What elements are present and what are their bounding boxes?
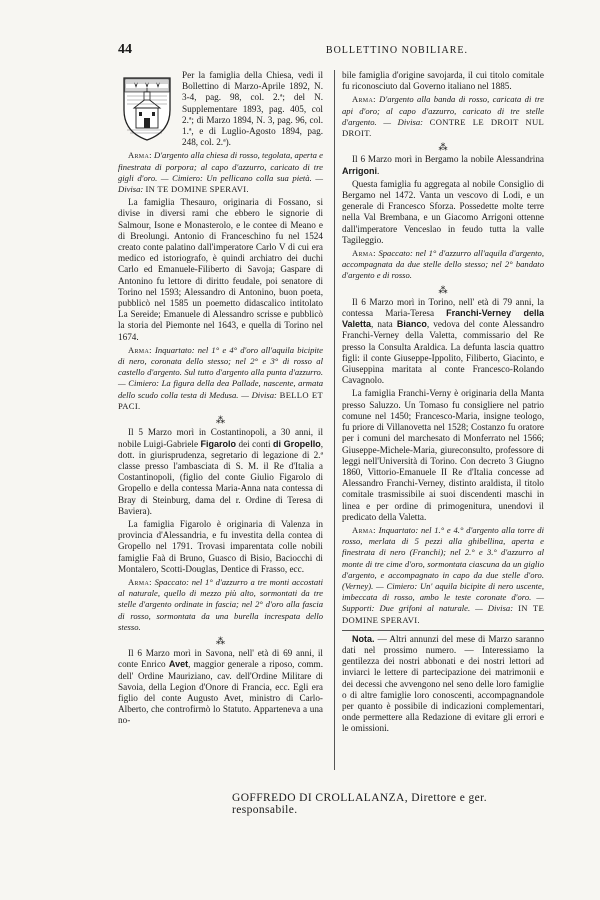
asterism-icon: ⁂ bbox=[216, 635, 225, 646]
column-divider bbox=[334, 70, 335, 770]
obituary-figarolo: Il 5 Marzo morì in Costantinopoli, a 30 anni, il nobile Luigi-Gabriele Figarolo dei conti di Gropello, dott. in giurisprudenza, segretario di legazione di 2.ª classe presso l'ambasciata di S. M. il Re d'Italia a Costantinopoli, (figlio del conte Giulio Figarolo di Gropello e della contessa Maria-Anna nata contessa di Bray di Steinburg, dama del r. Ordine di Teresa di Baviera). bbox=[118, 427, 323, 516]
arms-thesauro: Arma: Inquartato: nel 1° e 4° d'oro all'aquila bicipite di nero, coronata dello stesso; nel 2° e 3° di rosso al castello d'argento. Sul tutto d'argento alla punta d'azzurro. — Cimiero: La figura della dea Pallade, nascente, armata dello scudo colla testa di Medusa. — Divisa: BELLO ET PACI. bbox=[118, 344, 324, 411]
right-column bbox=[342, 70, 544, 737]
arms-figarolo: Arma: Spaccato: nel 1° d'azzurro a tre monti accostati al naturale, quello di mezzo più alto, sormontati da tre stelle d'argento ordinate in fascia; nel 2° d'oro alla fascia di rosso, sormontata da una burella increspata dello stesso. bbox=[118, 576, 324, 632]
paragraph-thesauro: La famiglia Thesauro, originaria di Fossano, si divise in diversi rami che ebbero le signorie di Salmour, Isone e Monasterolo, e le contee di Meano e di Breolungi. Antonio di Franceschino fu nel 1524 creato conte palatino dall'imperatore Carlo V di cui era medico ed istoriografo, è quindi archiatro dei duchi Carlo ed Emanuele-Filiberto di Savoja; Gaspare di Antonino fu lettore di diritto feudale, poi senatore di Torino nel 1593; Alessandro di Antonino, buon poeta, pubblicò nel 1585 un poemetto didascalico intitolato La Sereide; Emanuele di Alessandro scrisse e pubblicò la storia del Piemonte nel 1643, e quella di Torino nel 1674. bbox=[118, 197, 323, 342]
arms-franchi-verney: Arma: Inquartato: nel 1.° e 4.° d'argento alla torre di rosso, merlata di 5 pezzi alla ghibellina, aperta e finestrata di nero (Franchi); nel 2.° e 3.° d'azzurro al monte di tre cime d'oro, sormontata ciascuna da un giglio d'argento, e accompagnato in capo da due stelle d'oro. (Verney). — Cimiero: Un' aquila bicipite di nero uscente, imbeccata di rosso, ambo le teste coronate d'oro. — Supporti: Due grifoni al naturale. — Divisa: IN TE DOMINE SPERAVI. bbox=[342, 524, 544, 625]
paragraph-arrigoni-family: Questa famiglia fu aggregata al nobile Consiglio di Bergamo nel 1472. Vanta un vescovo di Lodi, e un generale di Francesco Sforza. Possedette molte terre nella Val Brembana, e un Giacomo Arrigoni ottenne dall'imperatore Venceslao in feudo tutta la valle Tagileggio. bbox=[342, 178, 544, 245]
editor-note bbox=[342, 630, 544, 735]
obituary-franchi-verney: Il 6 Marzo morì in Torino, nell' età di 79 anni, la contessa Maria-Teresa Franchi-Verney della Valetta, nata Bianco, vedova del conte Alessandro Franchi-Verney della Valetta, commissario del Re presso la Consulta Araldica. La defunta lascia quattro figli: il conte Giuseppe-Ippolito, Filiberto, Giacinto, e Giuseppina maritata al conte Francesco-Rolando Cavagnolo. bbox=[342, 296, 544, 386]
obituary-avet-continued: bile famiglia d'origine savojarda, il cui titolo comitale fu riconosciuto dal Governo italiano nel 1885. bbox=[342, 70, 544, 92]
note-label: Nota. bbox=[352, 633, 375, 644]
running-title: BOLLETTINO NOBILIARE. bbox=[325, 45, 468, 56]
asterism-icon: ⁂ bbox=[438, 284, 448, 295]
publisher-signature: GOFFREDO DI CROLLALANZA, Direttore e ger. responsabile. bbox=[232, 792, 487, 816]
arms-arrigoni: Arma: Spaccato: nel 1° d'azzurro all'aquila d'argento, accompagnata da due stelle dello stesso; nel 2° bandato d'argento e di rosso. bbox=[342, 248, 544, 281]
church-crest-icon bbox=[118, 70, 176, 144]
left-column bbox=[118, 70, 323, 729]
arms-avet: Arma: D'argento alla banda di rosso, caricata di tre api d'oro; al capo d'azzurro, caricato di tre stelle d'argento. — Divisa: CONTRE LE DROIT NUL DROIT. bbox=[342, 94, 544, 139]
obituary-avet: Il 6 Marzo morì in Savona, nell' età di 69 anni, il conte Enrico Avet, maggior generale a riposo, comm. dell' Ordine Mauriziano, cav. dell'Ordine Militare di Savoia, della Legion d'Onore di Francia, ecc. Egli era figlio del conte Augusto Avet, ministro di Carlo-Alberto, che controfirmò lo Statuto. Apparteneva a una no- bbox=[118, 648, 323, 726]
crest-block bbox=[118, 70, 323, 150]
paragraph-figarolo-family: La famiglia Figarolo è originaria di Valenza in provincia d'Alessandria, e fu investita della contea di Gropello nel 1791. Trovasi imparentata colle nobili famiglie Faà di Bruno, Guasco di Bisio, Baciocchi di Montalero, Scotti-Douglas, Dentice di Frasso, ecc. bbox=[118, 518, 323, 574]
note-text: — Altri annunzi del mese di Marzo saranno dati nel prossimo numero. — Interessiamo la gentilezza dei nostri abbonati e dei nostri lettori ad inviarci le lettere di partecipazione dei matrimonii e dei decessi che avvengono nel seno delle loro famiglie o di altre famiglie loro conoscenti, accompagnandole per quanto è possibile di indicazioni complementari, onde permettere alla Redazione di evitare gli errori e le omissioni. bbox=[342, 633, 544, 734]
arms-thesauro-chiesa: Arma: D'argento alla chiesa di rosso, tegolata, aperta e finestrata di porpora; al capo d'azzurro, caricato di tre gigli d'oro. — Cimiero: Un pellicano colla sua pietà. — Divisa: IN TE DOMINE SPERAVI. bbox=[118, 150, 323, 195]
running-header bbox=[118, 42, 538, 58]
asterism-icon: ⁂ bbox=[438, 142, 448, 153]
obituary-arrigoni: Il 6 Marzo morì in Bergamo la nobile Alessandrina Arrigoni. bbox=[342, 154, 544, 176]
intro-paragraph: Per la famiglia della Chiesa, vedi il Bollettino di Marzo-Aprile 1892, N. 3-4, pag. 98, col. 2.ª; del N. Supplementare 1893, pag. 405, col 2.ª; di Marzo 1894, N. 3, pag. 96, col. 1.ª, e di Luglio-Agosto 1894, pag. 248, col. 2.ª). bbox=[182, 70, 323, 148]
page-number: 44 bbox=[118, 42, 132, 57]
asterism-icon: ⁂ bbox=[216, 415, 225, 426]
paragraph-franchi-family: La famiglia Franchi-Verny è originaria della Manta presso Saluzzo. Un Tomaso fu consigliere nel patrio comune nel 1450; Francesco-Maria, insigne teologo, fu priore di Villanovetta nel 1528; Costanzo fu oratore per i comuni del marchesato di Monferrato nel 1566; Giuseppe-Michele-Maria, giureconsulto, professore di leggi nell'Università di Torino. Con decreto 3 Giugno 1860, Vittorio-Emanuele II Re d'Italia concesse ad Alessandro Franchi-Verney, distinto araldista, il titolo comitale trasmissibile ai suoi discendenti maschi in linea e per ordine di primogenitura, unendovi il predicato della Valetta. bbox=[342, 388, 544, 522]
